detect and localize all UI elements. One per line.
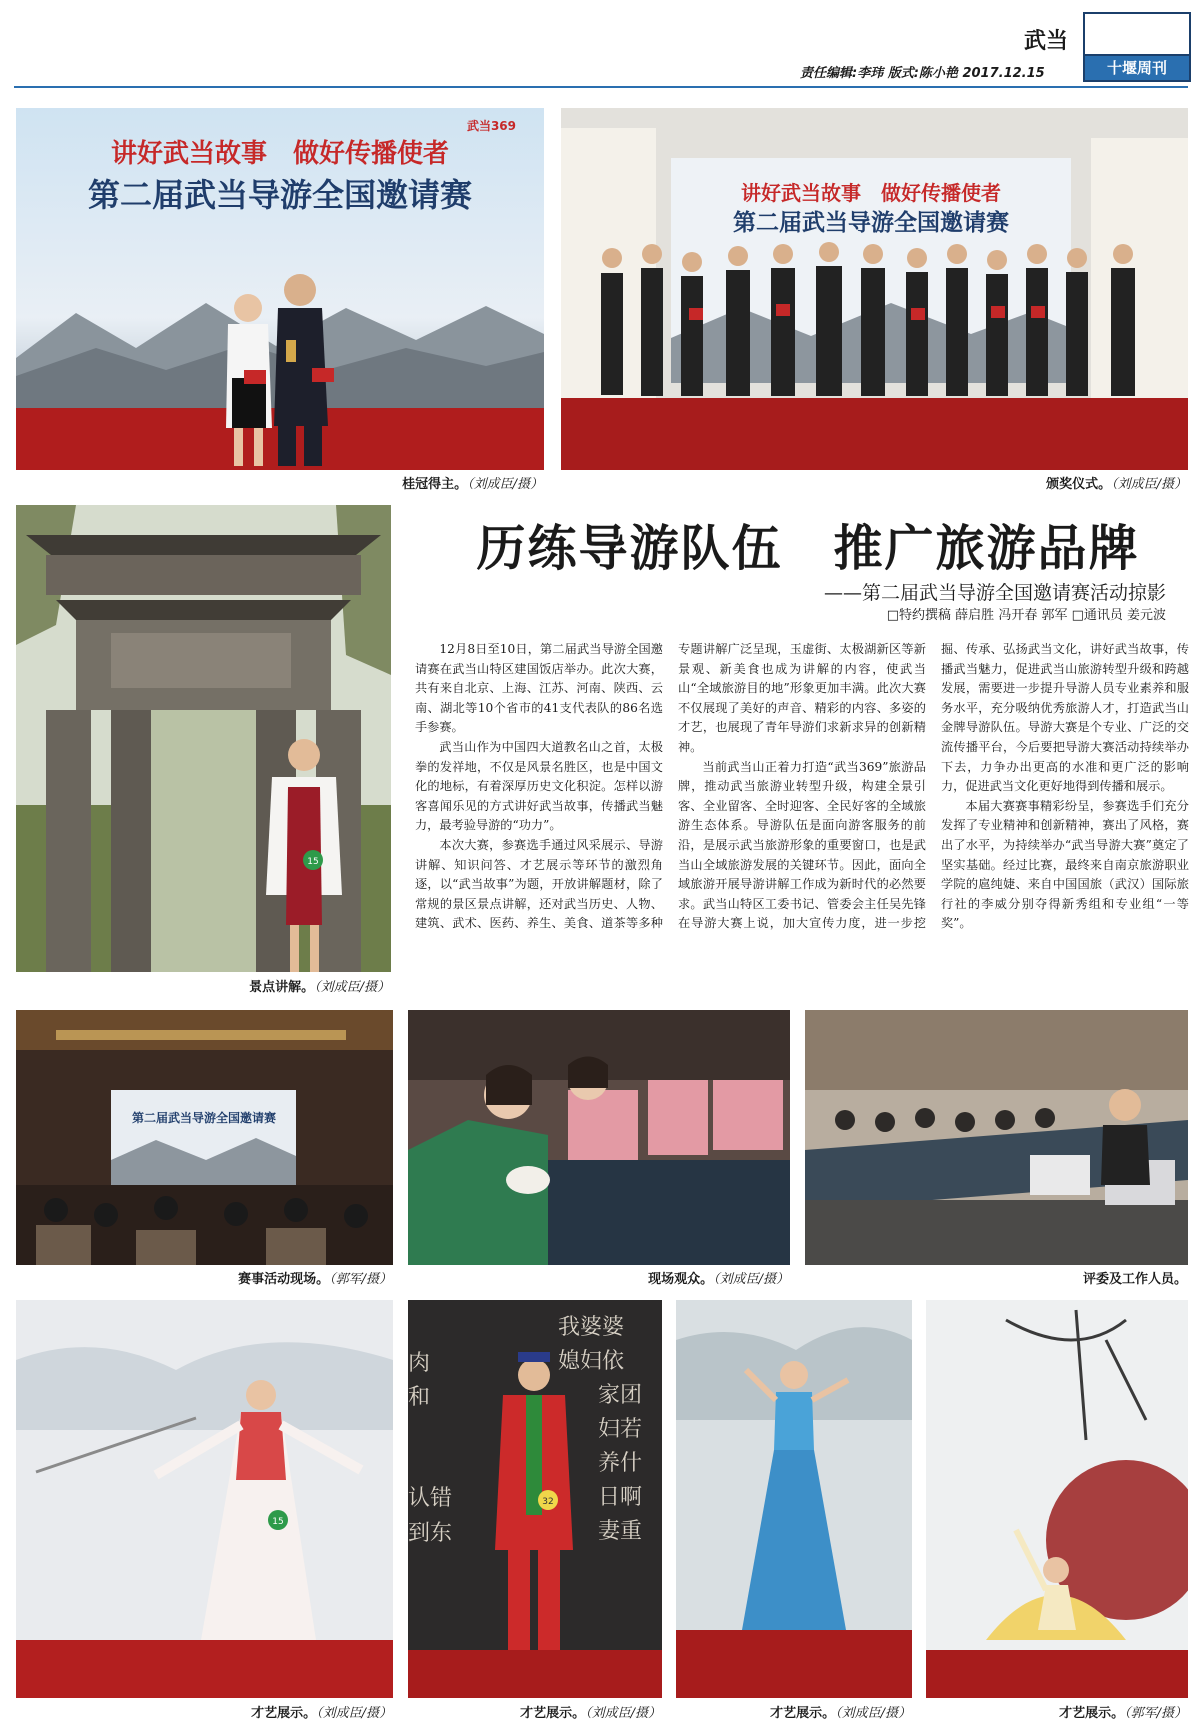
section-badge xyxy=(1083,12,1191,82)
article-paragraph: 武当山作为中国四大道教名山之首，太极拳的发祥地，不仅是风景名胜区，也是中国文化的地标，有着深厚历史文化积淀。怎样以游客喜闻乐见的方式讲好武当故事，传播武当魅力，最考验导游的“功力”。 xyxy=(415,739,663,833)
photo-laureates xyxy=(16,108,544,470)
banner-logo: 武当369 xyxy=(466,119,516,133)
caption-talent-dance: 才艺展示。（刘成臣/摄） xyxy=(770,1706,911,1721)
header-rule xyxy=(14,86,1188,88)
article-paragraph: 12月8日至10日，第二届武当导游全国邀请赛在武当山特区建国饭店举办。此次大赛，共有来自北京、上海、江苏、河南、陕西、云南、湖北等10个省市的41支代表队的86名选手参赛。 xyxy=(415,642,663,735)
caption-scenic-explanation: 景点讲解。（刘成臣/摄） xyxy=(249,980,390,995)
backdrop-text: 日啊 xyxy=(598,1485,643,1510)
photo-event-venue xyxy=(16,1010,393,1265)
article-paragraph: 本次大赛，参赛选手通过风采展示、导游讲解、知识问答、才艺展示等环节的激烈角逐，以“武当故事”为题，开放讲解题材，除了常规的景区景点讲解，还对武当历史、人物、建筑、武术、医药、养生、美食、道茶等多种专题讲解广泛呈现，玉虚街、太极湖新区等新景观、新美食也成为讲解的内容，使武当山“全域旅游目的地”形象更加丰满。此次大赛不仅展现了美好的声音、精彩的内容、多姿的才艺，也展现了青年导游们求新求异的创新精神。 xyxy=(415,642,926,931)
contestant-badge: 32 xyxy=(542,1497,554,1507)
photo-scenic-explanation xyxy=(16,505,391,972)
page-name: 武当 xyxy=(1024,29,1069,54)
contestant-badge: 15 xyxy=(307,857,319,867)
backdrop-text: 家团 xyxy=(598,1383,643,1408)
backdrop-text: 肉 xyxy=(408,1351,431,1376)
article-paragraph: 当前武当山正着力打造“武当369”旅游品牌，推动武当旅游业转型升级，构建全景引客、全业留客、全时迎客、全民好客的全域旅游生态体系。导游队伍是面向游客服务的前沿，是展示武当旅游形象的重要窗口，也是武当山全域旅游发展的关键环节。因此，面向全域旅游开展导游讲解工作成为新时代的必然要求。武当山特区工委书记、管委会主任吴先锋在导游大赛上说，加大宣传力度，进一步挖掘、传承、弘扬武当文化，讲好武当故事，传播武当魅力，促进武当山旅游转型升级和跨越发展，需要进一步提升导游人员专业素养和服务水平，充分吸纳优秀旅游人才，打造武当山金牌导游队伍。导游大赛是个专业、广泛的交流传播平台，今后要把导游大赛活动持续举办下去，力争办出更高的水准和更广泛的影响力，促进武当文化更好地得到传播和展示。 xyxy=(678,642,1189,931)
article-byline: □特约撰稿 薛启胜 冯开春 郭军 □通讯员 姜元波 xyxy=(886,608,1166,623)
backdrop-text: 妻重 xyxy=(598,1519,643,1544)
caption-laureates: 桂冠得主。（刘成臣/摄） xyxy=(402,477,543,492)
caption-audience: 现场观众。（刘成臣/摄） xyxy=(648,1272,789,1287)
contestant-badge: 15 xyxy=(272,1517,284,1527)
caption-event-venue: 赛事活动现场。（郭军/摄） xyxy=(238,1272,392,1287)
backdrop-text: 和 xyxy=(408,1385,431,1410)
backdrop-text: 妇若 xyxy=(598,1417,643,1442)
caption-award-ceremony: 颁奖仪式。（刘成臣/摄） xyxy=(1046,477,1187,492)
backdrop-text: 媳妇依 xyxy=(558,1349,625,1374)
photo-talent-fan-dance xyxy=(926,1300,1188,1698)
photo-talent-song xyxy=(408,1300,662,1698)
photo-talent-dance xyxy=(676,1300,912,1698)
banner-title: 第二届武当导游全国邀请赛 xyxy=(131,1111,277,1125)
banner-title: 第二届武当导游全国邀请赛 xyxy=(733,210,1009,236)
article-paragraph: 本届大赛赛事精彩纷呈，参赛选手们充分发挥了专业精神和创新精神，赛出了风格，赛出了水平，为持续举办“武当导游大赛”奠定了坚实基础。经过比赛，最终来自南京旅游职业学院的扈纯婕、来自中国国旅（武汉）国际旅行社的李威分别夺得新秀组和专业组“一等奖”。 xyxy=(941,798,1189,931)
banner-title: 第二届武当导游全国邀请赛 xyxy=(87,176,473,214)
caption-talent-fan-dance: 才艺展示。（郭军/摄） xyxy=(1059,1706,1187,1721)
photo-talent-sword xyxy=(16,1300,393,1698)
article-body xyxy=(415,640,1189,990)
photo-audience xyxy=(408,1010,790,1265)
photo-award-ceremony xyxy=(561,108,1188,470)
banner-slogan: 讲好武当故事 做好传播使者 xyxy=(110,139,450,169)
caption-judges: 评委及工作人员。 xyxy=(1082,1272,1187,1287)
section-name: 十堰周刊 xyxy=(1085,56,1189,80)
photo-judges xyxy=(805,1010,1188,1265)
backdrop-text: 到东 xyxy=(408,1521,453,1546)
article-subtitle: ——第二届武当导游全国邀请赛活动掠影 xyxy=(823,582,1166,604)
editor-meta: 责任编辑:李玮 版式:陈小艳 2017.12.15 xyxy=(800,66,1045,81)
caption-talent-sword: 才艺展示。（刘成臣/摄） xyxy=(251,1706,392,1721)
article-headline: 历练导游队伍 推广旅游品牌 xyxy=(476,519,1140,577)
caption-talent-song: 才艺展示。（刘成臣/摄） xyxy=(520,1706,661,1721)
backdrop-text: 我婆婆 xyxy=(558,1315,625,1340)
banner-slogan: 讲好武当故事 做好传播使者 xyxy=(741,181,1001,205)
backdrop-text: 认错 xyxy=(408,1486,453,1511)
backdrop-text: 养什 xyxy=(598,1451,643,1476)
